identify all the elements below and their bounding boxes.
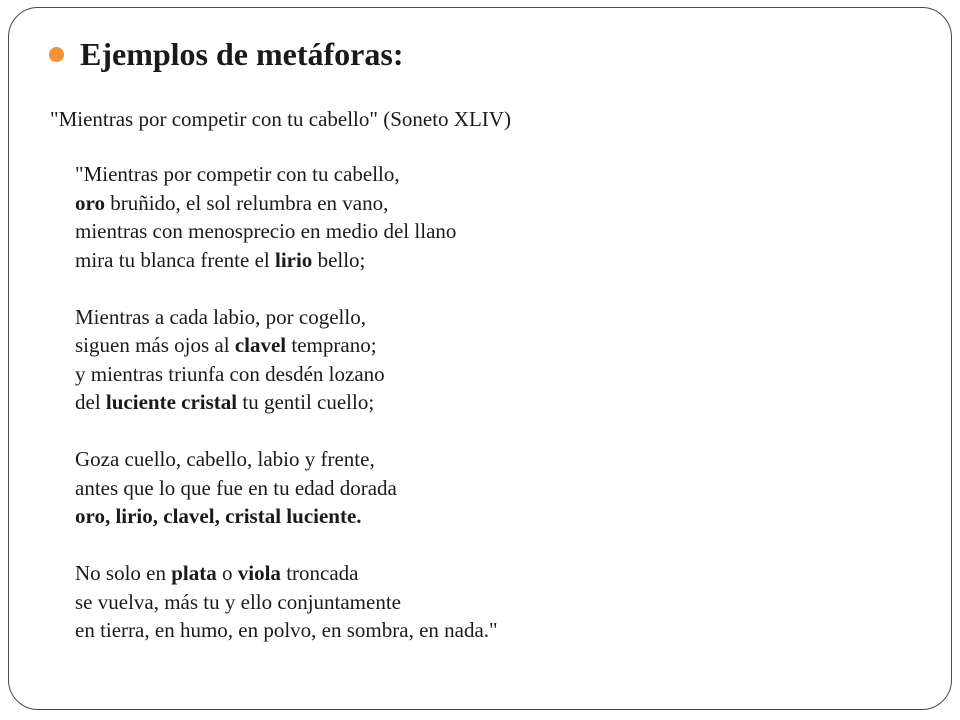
poem-line [75,388,498,417]
poem-text: mira tu blanca frente el [75,247,275,272]
poem-text: tu gentil cuello; [237,390,375,414]
poem-line [75,246,498,275]
poem-line [75,217,498,246]
stanza-gap [75,274,498,303]
poem-text: temprano; [286,333,377,357]
metaphor-highlight: clavel [234,333,287,357]
stanza-gap [75,417,498,446]
poem-text: bello; [312,247,366,272]
poem-text: se vuelva, más tu y ello conjuntamente [75,589,401,614]
poem-text: antes que lo que fue en tu edad dorada [75,475,397,500]
slide-heading: Ejemplos de metáforas: [80,36,404,72]
poem-line [75,360,498,389]
poem-line [75,160,498,189]
poem-line [75,445,498,474]
poem-text: No solo en [75,561,172,585]
poem-text: mientras con menosprecio en medio del llano [75,219,457,243]
poem-line [75,474,498,503]
poem-text: troncada [280,561,359,585]
poem-line [75,616,498,645]
poem-line [75,303,498,332]
poem-line [75,189,498,218]
metaphor-highlight: plata [171,561,217,585]
poem-text: y mientras triunfa con desdén lozano [75,361,385,386]
poem-line [75,502,498,531]
poem-line [75,588,498,617]
poem-citation: "Mientras por competir con tu cabello" (Soneto XLIV) [50,107,511,131]
poem-line [75,559,498,588]
metaphor-highlight: oro [75,190,105,215]
stanza-gap [75,531,498,560]
metaphor-highlight: oro, lirio, clavel, cristal luciente. [75,504,362,528]
poem-text: Goza cuello, cabello, labio y frente, [75,447,375,471]
poem-text: del [75,390,106,414]
poem-line [75,331,498,360]
poem-text: o [216,561,238,585]
metaphor-highlight: lirio [274,247,313,272]
poem-text: "Mientras por competir con tu cabello, [75,162,400,186]
poem-text: en tierra, en humo, en polvo, en sombra, en nada." [75,618,498,642]
metaphor-highlight: viola [237,561,281,585]
metaphor-highlight: luciente cristal [105,390,238,414]
bullet-dot-icon [49,47,64,62]
poem-text: bruñido, el sol relumbra en vano, [104,190,389,215]
poem-body [75,160,498,645]
poem-text: Mientras a cada labio, por cogello, [75,304,366,329]
poem-text: siguen más ojos al [75,333,235,357]
